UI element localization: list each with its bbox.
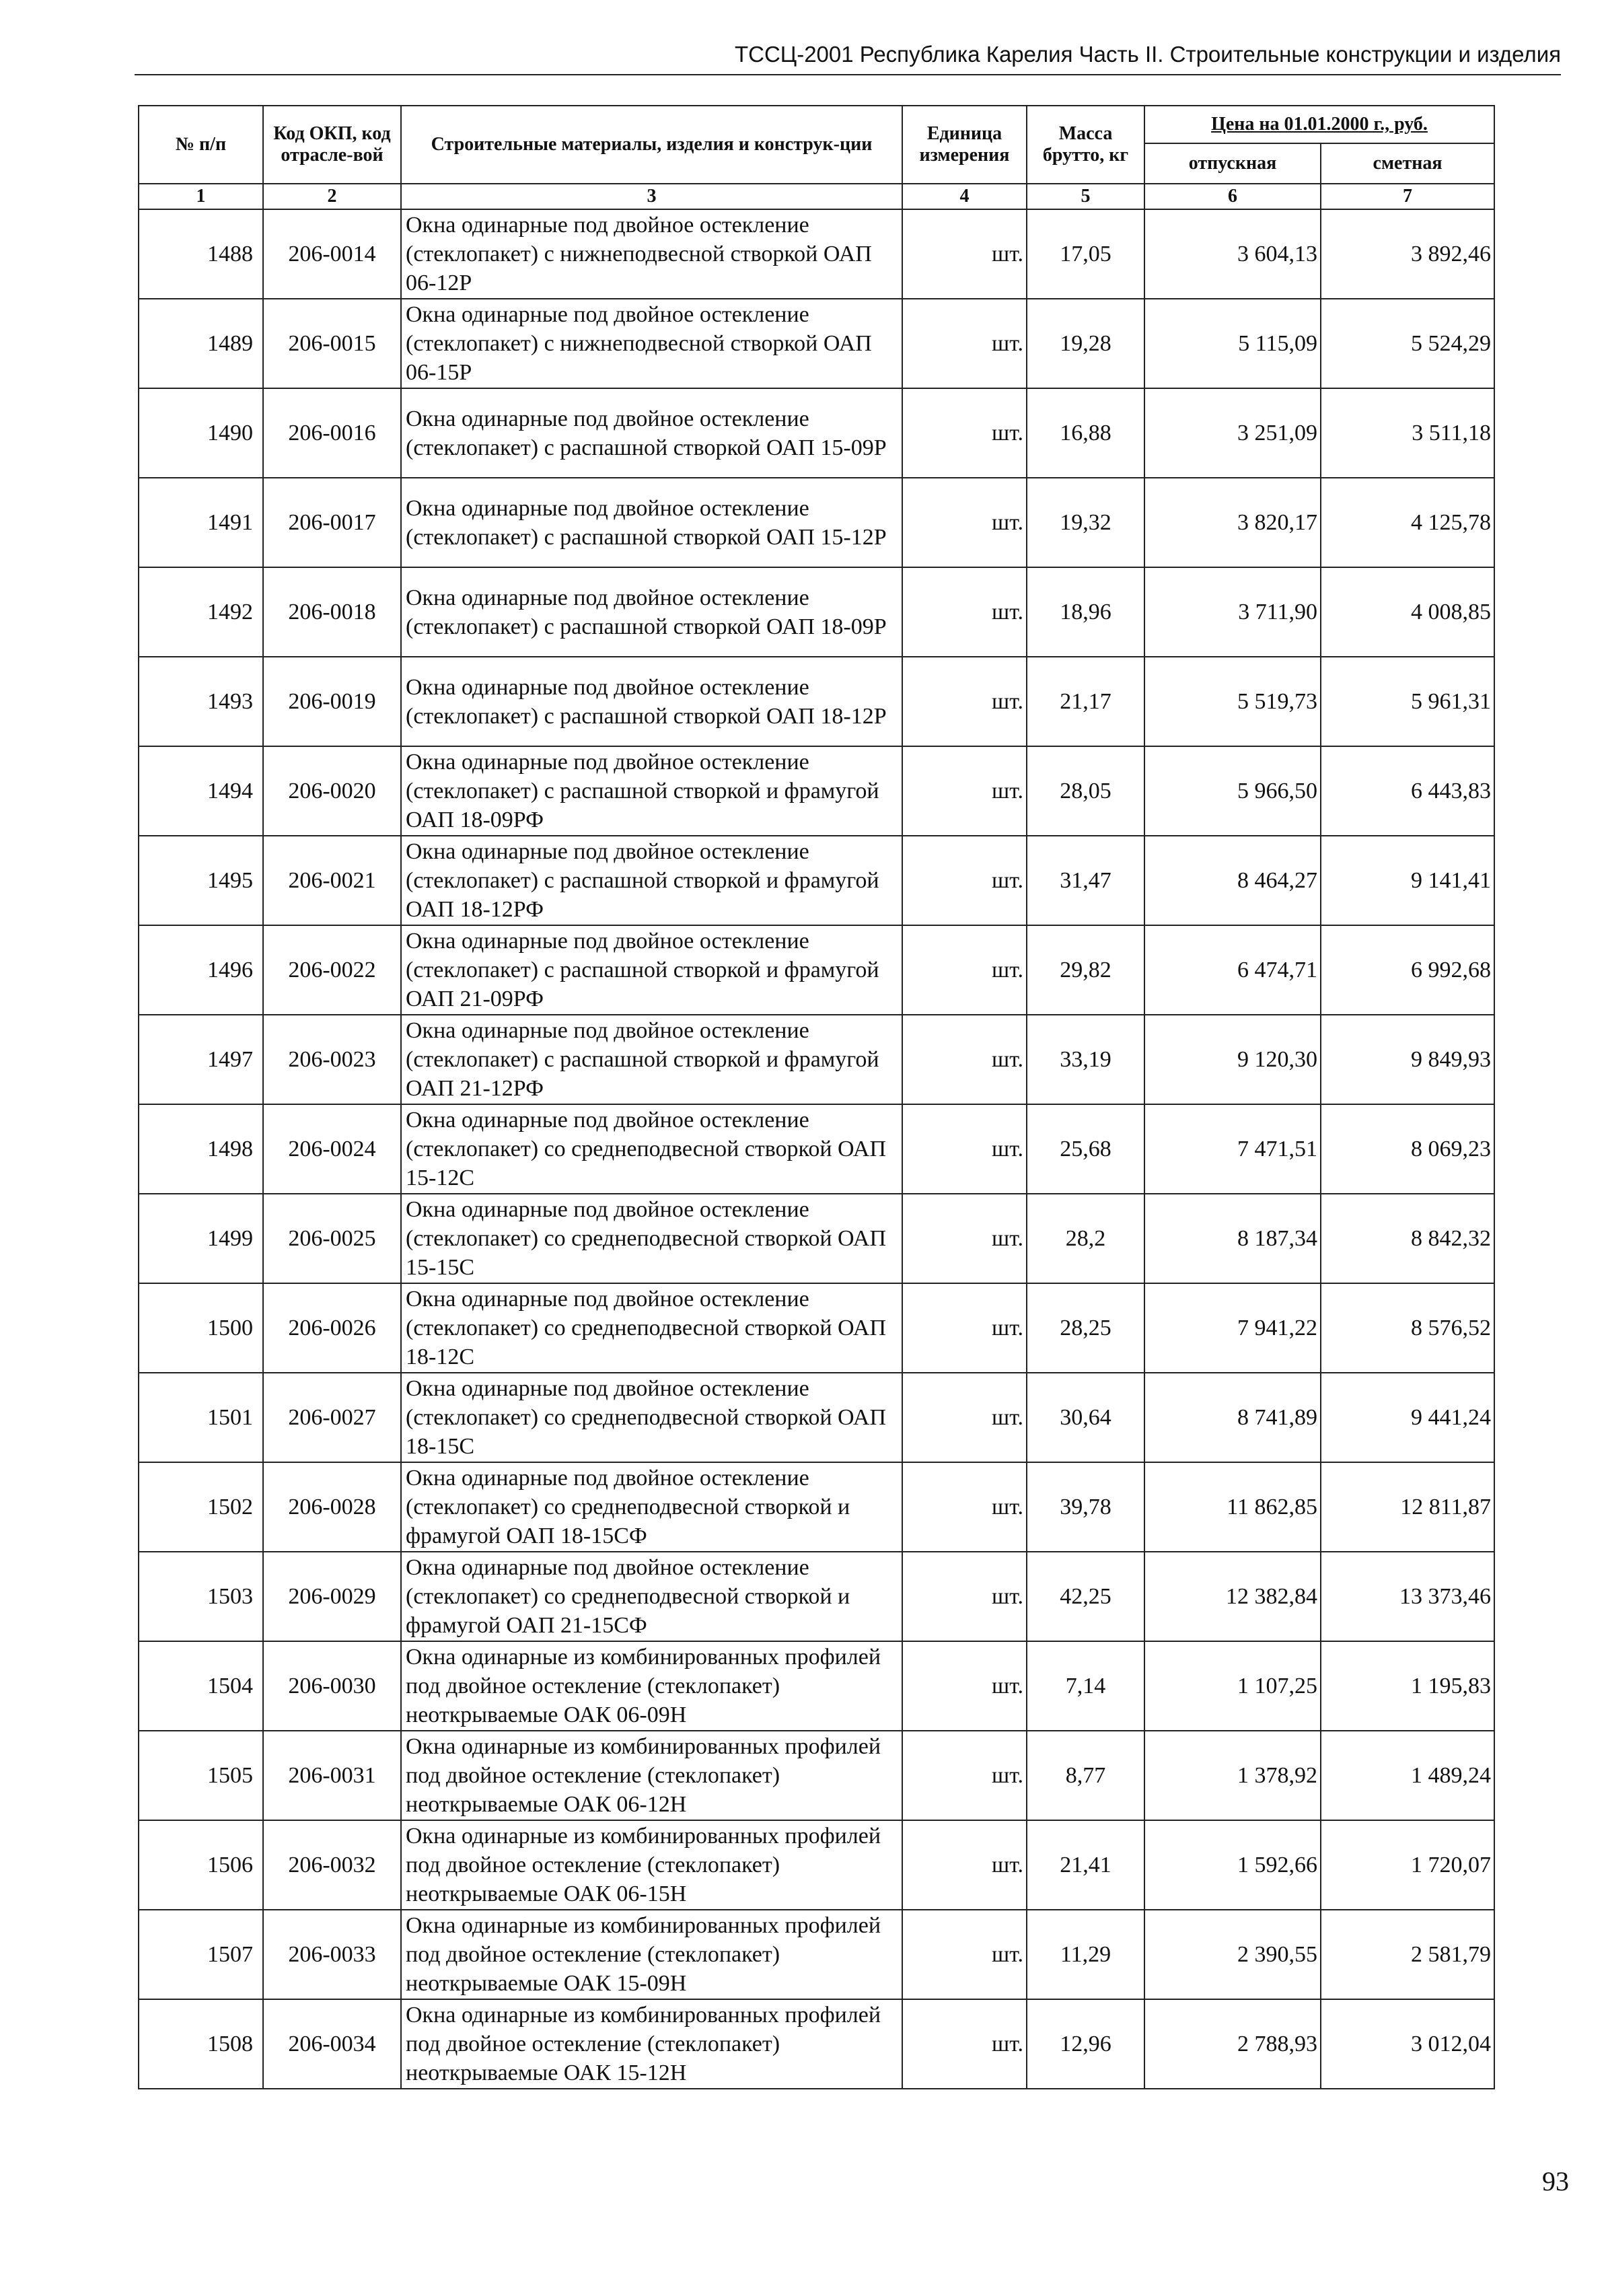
column-number: 1 [139, 184, 263, 209]
row-code: 206-0024 [263, 1104, 401, 1194]
row-mass: 31,47 [1027, 836, 1144, 925]
row-price-estimate: 6 443,83 [1321, 746, 1494, 836]
row-number: 1489 [139, 299, 263, 388]
row-number: 1498 [139, 1104, 263, 1194]
row-unit: шт. [902, 1999, 1027, 2089]
row-number: 1488 [139, 209, 263, 299]
row-code: 206-0020 [263, 746, 401, 836]
table-row [139, 1283, 1494, 1373]
row-price-estimate: 6 992,68 [1321, 925, 1494, 1015]
row-unit: шт. [902, 388, 1027, 478]
row-unit: шт. [902, 1552, 1027, 1641]
price-table [138, 105, 1495, 2089]
row-number: 1494 [139, 746, 263, 836]
row-code: 206-0023 [263, 1015, 401, 1104]
table-row [139, 1104, 1494, 1194]
row-name: Окна одинарные под двойное остекление (стеклопакет) со среднеподвесной створкой ОАП 15-15С [401, 1194, 902, 1283]
row-mass: 21,41 [1027, 1820, 1144, 1910]
row-price-release: 1 592,66 [1144, 1820, 1321, 1910]
row-number: 1505 [139, 1731, 263, 1820]
table-row [139, 746, 1494, 836]
row-price-estimate: 8 576,52 [1321, 1283, 1494, 1373]
row-code: 206-0021 [263, 836, 401, 925]
table-row [139, 1910, 1494, 1999]
row-number: 1493 [139, 657, 263, 746]
row-mass: 39,78 [1027, 1462, 1144, 1552]
row-unit: шт. [902, 1104, 1027, 1194]
row-mass: 25,68 [1027, 1104, 1144, 1194]
row-price-estimate: 8 842,32 [1321, 1194, 1494, 1283]
row-unit: шт. [902, 1015, 1027, 1104]
row-price-release: 7 471,51 [1144, 1104, 1321, 1194]
row-price-estimate: 1 489,24 [1321, 1731, 1494, 1820]
row-name: Окна одинарные под двойное остекление (стеклопакет) с распашной створкой и фрамугой ОАП 18-12РФ [401, 836, 902, 925]
table-row [139, 1462, 1494, 1552]
row-mass: 18,96 [1027, 567, 1144, 657]
row-unit: шт. [902, 478, 1027, 567]
row-mass: 16,88 [1027, 388, 1144, 478]
row-mass: 28,05 [1027, 746, 1144, 836]
running-header: ТССЦ-2001 Республика Карелия Часть II. Строительные конструкции и изделия [734, 42, 1561, 67]
row-unit: шт. [902, 1910, 1027, 1999]
row-number: 1499 [139, 1194, 263, 1283]
table-row [139, 1731, 1494, 1820]
row-price-estimate: 5 961,31 [1321, 657, 1494, 746]
row-number: 1492 [139, 567, 263, 657]
row-price-estimate: 1 720,07 [1321, 1820, 1494, 1910]
row-price-estimate: 9 141,41 [1321, 836, 1494, 925]
col-header-code: Код ОКП, код отрасле-вой [263, 106, 401, 184]
row-mass: 33,19 [1027, 1015, 1144, 1104]
row-price-release: 6 474,71 [1144, 925, 1321, 1015]
row-price-release: 8 741,89 [1144, 1373, 1321, 1462]
table-row [139, 1641, 1494, 1731]
row-name: Окна одинарные под двойное остекление (стеклопакет) с распашной створкой ОАП 15-12Р [401, 478, 902, 567]
row-name: Окна одинарные из комбинированных профилей под двойное остекление (стеклопакет) неоткрываемые ОАК 06-09Н [401, 1641, 902, 1731]
table-row [139, 1373, 1494, 1462]
row-price-estimate: 4 125,78 [1321, 478, 1494, 567]
row-price-release: 7 941,22 [1144, 1283, 1321, 1373]
column-number: 5 [1027, 184, 1144, 209]
row-code: 206-0022 [263, 925, 401, 1015]
row-price-estimate: 3 511,18 [1321, 388, 1494, 478]
row-code: 206-0018 [263, 567, 401, 657]
row-name: Окна одинарные под двойное остекление (стеклопакет) с распашной створкой ОАП 15-09Р [401, 388, 902, 478]
row-unit: шт. [902, 299, 1027, 388]
row-code: 206-0028 [263, 1462, 401, 1552]
table-row [139, 925, 1494, 1015]
col-header-price-group: Цена на 01.01.2000 г., руб. [1144, 106, 1494, 143]
row-price-estimate: 9 849,93 [1321, 1015, 1494, 1104]
row-price-release: 5 115,09 [1144, 299, 1321, 388]
row-number: 1502 [139, 1462, 263, 1552]
row-mass: 29,82 [1027, 925, 1144, 1015]
table-row [139, 209, 1494, 299]
row-code: 206-0014 [263, 209, 401, 299]
row-mass: 28,25 [1027, 1283, 1144, 1373]
row-code: 206-0015 [263, 299, 401, 388]
row-price-release: 3 711,90 [1144, 567, 1321, 657]
row-mass: 11,29 [1027, 1910, 1144, 1999]
row-price-estimate: 5 524,29 [1321, 299, 1494, 388]
row-code: 206-0029 [263, 1552, 401, 1641]
row-mass: 42,25 [1027, 1552, 1144, 1641]
row-name: Окна одинарные из комбинированных профилей под двойное остекление (стеклопакет) неоткрываемые ОАК 06-12Н [401, 1731, 902, 1820]
row-mass: 8,77 [1027, 1731, 1144, 1820]
row-price-estimate: 12 811,87 [1321, 1462, 1494, 1552]
row-unit: шт. [902, 1731, 1027, 1820]
row-mass: 21,17 [1027, 657, 1144, 746]
row-price-estimate: 3 892,46 [1321, 209, 1494, 299]
row-number: 1490 [139, 388, 263, 478]
column-number: 4 [902, 184, 1027, 209]
row-unit: шт. [902, 746, 1027, 836]
row-price-release: 3 604,13 [1144, 209, 1321, 299]
row-price-release: 8 464,27 [1144, 836, 1321, 925]
row-price-estimate: 2 581,79 [1321, 1910, 1494, 1999]
col-header-name: Строительные материалы, изделия и конструк-ции [401, 106, 902, 184]
table-body [139, 209, 1494, 2089]
row-name: Окна одинарные под двойное остекление (стеклопакет) со среднеподвесной створкой и фрамугой ОАП 21-15СФ [401, 1552, 902, 1641]
row-price-release: 2 390,55 [1144, 1910, 1321, 1999]
row-price-release: 5 966,50 [1144, 746, 1321, 836]
col-header-unit: Единица измерения [902, 106, 1027, 184]
table-row [139, 1820, 1494, 1910]
table-row [139, 478, 1494, 567]
row-unit: шт. [902, 1373, 1027, 1462]
row-mass: 19,28 [1027, 299, 1144, 388]
table-row [139, 567, 1494, 657]
row-number: 1507 [139, 1910, 263, 1999]
col-header-mass: Масса брутто, кг [1027, 106, 1144, 184]
table-row [139, 836, 1494, 925]
table-row [139, 1194, 1494, 1283]
row-price-release: 3 251,09 [1144, 388, 1321, 478]
row-number: 1491 [139, 478, 263, 567]
row-number: 1496 [139, 925, 263, 1015]
row-number: 1501 [139, 1373, 263, 1462]
row-name: Окна одинарные из комбинированных профилей под двойное остекление (стеклопакет) неоткрываемые ОАК 06-15Н [401, 1820, 902, 1910]
column-number: 2 [263, 184, 401, 209]
row-number: 1506 [139, 1820, 263, 1910]
row-mass: 28,2 [1027, 1194, 1144, 1283]
row-code: 206-0019 [263, 657, 401, 746]
row-name: Окна одинарные из комбинированных профилей под двойное остекление (стеклопакет) неоткрываемые ОАК 15-09Н [401, 1910, 902, 1999]
row-price-release: 1 107,25 [1144, 1641, 1321, 1731]
row-name: Окна одинарные под двойное остекление (стеклопакет) с распашной створкой и фрамугой ОАП 21-12РФ [401, 1015, 902, 1104]
row-code: 206-0034 [263, 1999, 401, 2089]
header-rule [135, 74, 1561, 75]
row-name: Окна одинарные под двойное остекление (стеклопакет) со среднеподвесной створкой ОАП 18-12С [401, 1283, 902, 1373]
row-price-release: 3 820,17 [1144, 478, 1321, 567]
column-numbers-row [139, 184, 1494, 209]
row-number: 1500 [139, 1283, 263, 1373]
row-unit: шт. [902, 1641, 1027, 1731]
row-code: 206-0016 [263, 388, 401, 478]
row-mass: 17,05 [1027, 209, 1144, 299]
row-name: Окна одинарные под двойное остекление (стеклопакет) со среднеподвесной створкой ОАП 15-12С [401, 1104, 902, 1194]
column-number: 7 [1321, 184, 1494, 209]
col-header-price-release: отпускная [1144, 143, 1321, 184]
row-name: Окна одинарные под двойное остекление (стеклопакет) с нижнеподвесной створкой ОАП 06-15Р [401, 299, 902, 388]
row-unit: шт. [902, 836, 1027, 925]
row-number: 1503 [139, 1552, 263, 1641]
table-row [139, 388, 1494, 478]
col-header-num: № п/п [139, 106, 263, 184]
row-unit: шт. [902, 209, 1027, 299]
page-number: 93 [1542, 2166, 1569, 2196]
table-row [139, 657, 1494, 746]
column-number: 3 [401, 184, 902, 209]
row-unit: шт. [902, 1820, 1027, 1910]
row-price-release: 5 519,73 [1144, 657, 1321, 746]
row-mass: 7,14 [1027, 1641, 1144, 1731]
row-unit: шт. [902, 657, 1027, 746]
row-price-estimate: 3 012,04 [1321, 1999, 1494, 2089]
row-name: Окна одинарные под двойное остекление (стеклопакет) с распашной створкой ОАП 18-12Р [401, 657, 902, 746]
row-number: 1495 [139, 836, 263, 925]
row-mass: 19,32 [1027, 478, 1144, 567]
row-number: 1508 [139, 1999, 263, 2089]
row-unit: шт. [902, 1283, 1027, 1373]
row-price-estimate: 4 008,85 [1321, 567, 1494, 657]
row-price-release: 9 120,30 [1144, 1015, 1321, 1104]
row-code: 206-0031 [263, 1731, 401, 1820]
row-code: 206-0032 [263, 1820, 401, 1910]
row-price-release: 11 862,85 [1144, 1462, 1321, 1552]
row-number: 1504 [139, 1641, 263, 1731]
row-code: 206-0027 [263, 1373, 401, 1462]
row-price-release: 8 187,34 [1144, 1194, 1321, 1283]
row-price-release: 2 788,93 [1144, 1999, 1321, 2089]
row-name: Окна одинарные под двойное остекление (стеклопакет) со среднеподвесной створкой и фрамугой ОАП 18-15СФ [401, 1462, 902, 1552]
row-unit: шт. [902, 1194, 1027, 1283]
column-number: 6 [1144, 184, 1321, 209]
row-name: Окна одинарные под двойное остекление (стеклопакет) с распашной створкой ОАП 18-09Р [401, 567, 902, 657]
row-name: Окна одинарные из комбинированных профилей под двойное остекление (стеклопакет) неоткрываемые ОАК 15-12Н [401, 1999, 902, 2089]
row-code: 206-0026 [263, 1283, 401, 1373]
row-price-estimate: 1 195,83 [1321, 1641, 1494, 1731]
row-unit: шт. [902, 567, 1027, 657]
row-code: 206-0017 [263, 478, 401, 567]
row-code: 206-0033 [263, 1910, 401, 1999]
table-row [139, 1552, 1494, 1641]
row-name: Окна одинарные под двойное остекление (стеклопакет) с распашной створкой и фрамугой ОАП 18-09РФ [401, 746, 902, 836]
row-number: 1497 [139, 1015, 263, 1104]
row-price-estimate: 9 441,24 [1321, 1373, 1494, 1462]
row-mass: 12,96 [1027, 1999, 1144, 2089]
row-name: Окна одинарные под двойное остекление (стеклопакет) с распашной створкой и фрамугой ОАП 21-09РФ [401, 925, 902, 1015]
row-price-release: 1 378,92 [1144, 1731, 1321, 1820]
col-header-price-estimate: сметная [1321, 143, 1494, 184]
table-row [139, 299, 1494, 388]
row-code: 206-0030 [263, 1641, 401, 1731]
row-price-estimate: 8 069,23 [1321, 1104, 1494, 1194]
row-name: Окна одинарные под двойное остекление (стеклопакет) со среднеподвесной створкой ОАП 18-15С [401, 1373, 902, 1462]
table-row [139, 1015, 1494, 1104]
row-mass: 30,64 [1027, 1373, 1144, 1462]
row-price-release: 12 382,84 [1144, 1552, 1321, 1641]
table-row [139, 1999, 1494, 2089]
row-unit: шт. [902, 1462, 1027, 1552]
row-code: 206-0025 [263, 1194, 401, 1283]
row-price-estimate: 13 373,46 [1321, 1552, 1494, 1641]
row-name: Окна одинарные под двойное остекление (стеклопакет) с нижнеподвесной створкой ОАП 06-12Р [401, 209, 902, 299]
row-unit: шт. [902, 925, 1027, 1015]
